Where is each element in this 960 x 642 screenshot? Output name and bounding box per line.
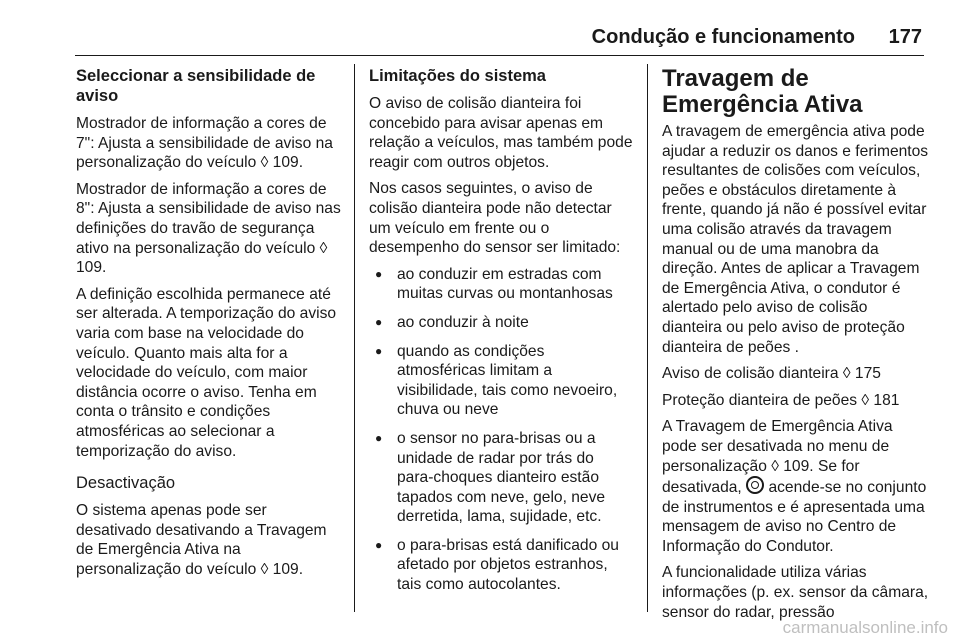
paragraph: O aviso de colisão dianteira foi concebido para avisar apenas em relação a veículos, mas também pode reagir com outros objetos.	[369, 95, 633, 171]
list-item: ● ao conduzir à noite	[369, 313, 634, 333]
paragraph: Nos casos seguintes, o aviso de colisão dianteira pode não detectar um veículo em frente ou o desempenho do sensor ser limitado:	[369, 180, 621, 257]
section-heading-limitations: Limitações do sistema	[369, 67, 546, 85]
list-item: ● o para-brisas está danificado ou afetado por objetos estranhos, tais como autocolantes.	[369, 536, 634, 595]
paragraph: A definição escolhida permanece até ser alterada. A temporização do aviso varia com base na velocidade do veículo. Quanto mais alta for a velocidade do veículo, com maior distância ocorre o aviso. Tenha em conta o trânsito e condições atmosféricas ao selecionar a temporização do aviso.	[76, 285, 337, 460]
column-middle	[369, 66, 634, 604]
limitations-list	[369, 265, 634, 595]
paragraph: O sistema apenas pode ser desativado desativando a Travagem de Emergência Ativa na personalização do veículo ◊ 109.	[76, 502, 327, 578]
paragraph: A funcionalidade utiliza várias informações (p. ex. sensor da câmara, sensor do radar, pressão	[662, 564, 929, 621]
paragraph: Aviso de colisão dianteira ◊ 175	[662, 365, 881, 383]
list-item: ● quando as condições atmosféricas limitam a visibilidade, tais como nevoeiro, chuva ou neve	[369, 342, 634, 420]
list-item: ● ao conduzir em estradas com muitas curvas ou montanhosas	[369, 265, 634, 304]
brake-warning-icon	[746, 476, 764, 494]
chapter-title: Condução e funcionamento	[591, 26, 855, 48]
column-left	[76, 66, 342, 586]
header-rule	[75, 55, 924, 56]
section-heading-emergency-braking: Travagem de Emergência Ativa	[662, 65, 863, 118]
page-header	[0, 0, 960, 54]
column-right	[662, 66, 930, 629]
column-divider-2	[647, 64, 648, 612]
paragraph: Mostrador de informação a cores de 7": Ajusta a sensibilidade de aviso na personalização do veículo ◊ 109.	[76, 115, 333, 172]
section-heading-deactivation: Desactivação	[76, 474, 176, 493]
paragraph: A travagem de emergência ativa pode ajudar a reduzir os danos e ferimentos resultantes de colisões com veículos, peões e obstáculos diretamente à frente, quando já não é possível evitar uma colisão através da travagem manual ou de uma manobra da direção. Antes de aplicar a Travagem de Emergência Ativa, o condutor é alertado pelo aviso de colisão dianteira ou pelo aviso de proteção dianteira de peões .	[662, 123, 929, 356]
page-number: 177	[888, 26, 922, 48]
list-item: ● o sensor no para-brisas ou a unidade de radar por trás do para-choques dianteiro estão tapados com neve, gelo, neve derretida, lama, sujidade, etc.	[369, 429, 634, 527]
section-heading-sensitivity: Seleccionar a sensibilidade de aviso	[76, 67, 316, 105]
paragraph-part: acende-se no conjunto de instrumentos e é apresentada uma mensagem de aviso no Centro de Informação do Condutor.	[662, 479, 927, 555]
column-divider-1	[354, 64, 355, 612]
paragraph-part: A Travagem de Emergência Ativa pode ser desativada no menu de personalização ◊ 109. Se for desativada,	[662, 418, 893, 497]
paragraph: Proteção dianteira de peões ◊ 181	[662, 391, 900, 409]
paragraph: Mostrador de informação a cores de 8": Ajusta a sensibilidade de aviso nas definições do travão de segurança ativo na personalização do veículo ◊ 109.	[76, 180, 341, 277]
watermark: carmanualsonline.info	[782, 618, 948, 637]
paragraph	[662, 417, 930, 556]
